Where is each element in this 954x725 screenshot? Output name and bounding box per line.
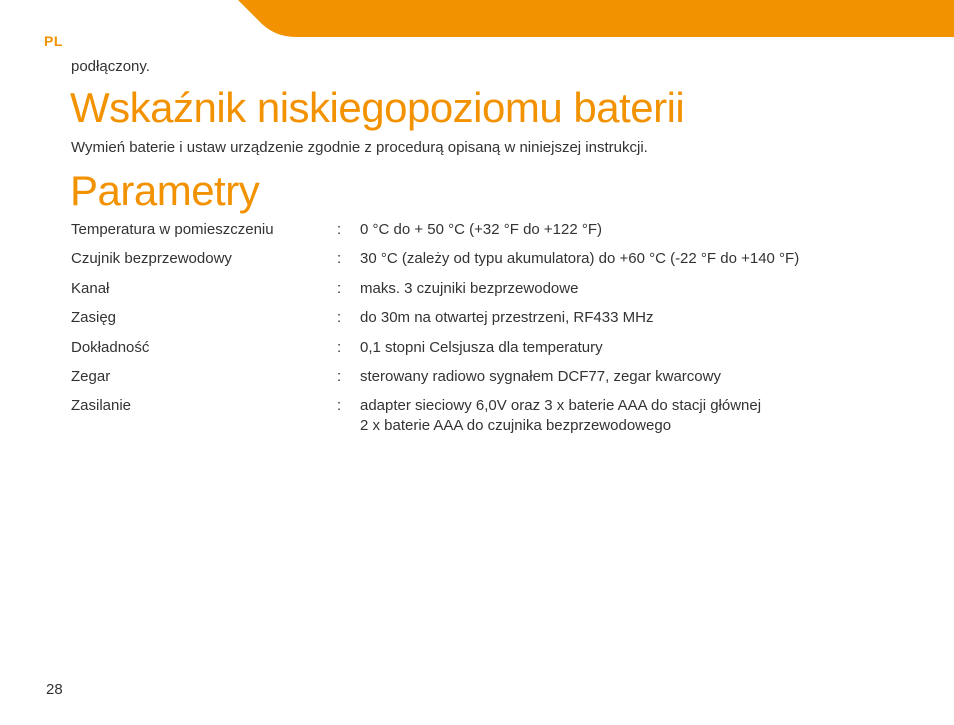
spec-label: Zegar <box>71 367 111 385</box>
spec-separator: : <box>337 221 342 238</box>
spec-row <box>71 247 911 276</box>
spec-value <box>360 308 653 328</box>
spec-row <box>71 306 911 335</box>
spec-label: Temperatura w pomieszczeniu <box>71 221 274 238</box>
page-number: 28 <box>46 681 63 698</box>
spec-value-line: 0 °C do + 50 °C (+32 °F do +122 °F) <box>360 221 603 238</box>
spec-label: Zasięg <box>71 309 117 327</box>
params-section-title: Parametry <box>70 167 260 214</box>
spec-value <box>360 396 761 436</box>
spec-value <box>360 249 799 269</box>
spec-row <box>71 365 911 394</box>
header-accent-bar <box>0 0 954 38</box>
battery-section-body: Wymień baterie i ustaw urządzenie zgodnie z procedurą opisaną w niniejszej instrukcji. <box>71 139 648 156</box>
spec-separator: : <box>337 397 342 415</box>
spec-separator: : <box>337 367 342 385</box>
spec-label: Dokładność <box>71 338 150 356</box>
spec-value-line: sterowany radiowo sygnałem DCF77, zegar kwarcowy <box>360 367 721 385</box>
spec-value <box>360 367 721 387</box>
spec-value <box>360 279 578 299</box>
spec-row <box>71 394 911 435</box>
spec-separator: : <box>337 338 342 356</box>
spec-value-line: 30 °C (zależy od typu akumulatora) do +60 °C (-22 °F do +140 °F) <box>360 250 800 268</box>
spec-separator: : <box>337 309 342 327</box>
continued-text: podłączony. <box>71 58 150 75</box>
spec-separator: : <box>337 279 342 297</box>
spec-value-line: maks. 3 czujniki bezprzewodowe <box>360 279 579 297</box>
spec-row <box>71 336 911 365</box>
language-label: PL <box>44 33 63 49</box>
spec-label: Zasilanie <box>71 397 132 415</box>
spec-row <box>71 218 911 247</box>
header-accent-shape <box>238 0 954 37</box>
spec-value <box>360 338 603 358</box>
spec-label: Czujnik bezprzewodowy <box>71 250 232 268</box>
spec-value <box>360 220 602 240</box>
spec-value-line: do 30m na otwartej przestrzeni, RF433 MHz <box>360 309 654 327</box>
spec-value-line: adapter sieciowy 6,0V oraz 3 x baterie AAA do stacji głównej <box>360 397 762 415</box>
spec-separator: : <box>337 250 342 268</box>
battery-section-title: Wskaźnik niskiegopoziomu baterii <box>70 84 685 131</box>
spec-label: Kanał <box>71 279 110 297</box>
spec-value-line: 0,1 stopni Celsjusza dla temperatury <box>360 338 603 356</box>
spec-value-line: 2 x baterie AAA do czujnika bezprzewodowego <box>360 417 672 435</box>
spec-row <box>71 277 911 306</box>
spec-table <box>71 218 911 435</box>
